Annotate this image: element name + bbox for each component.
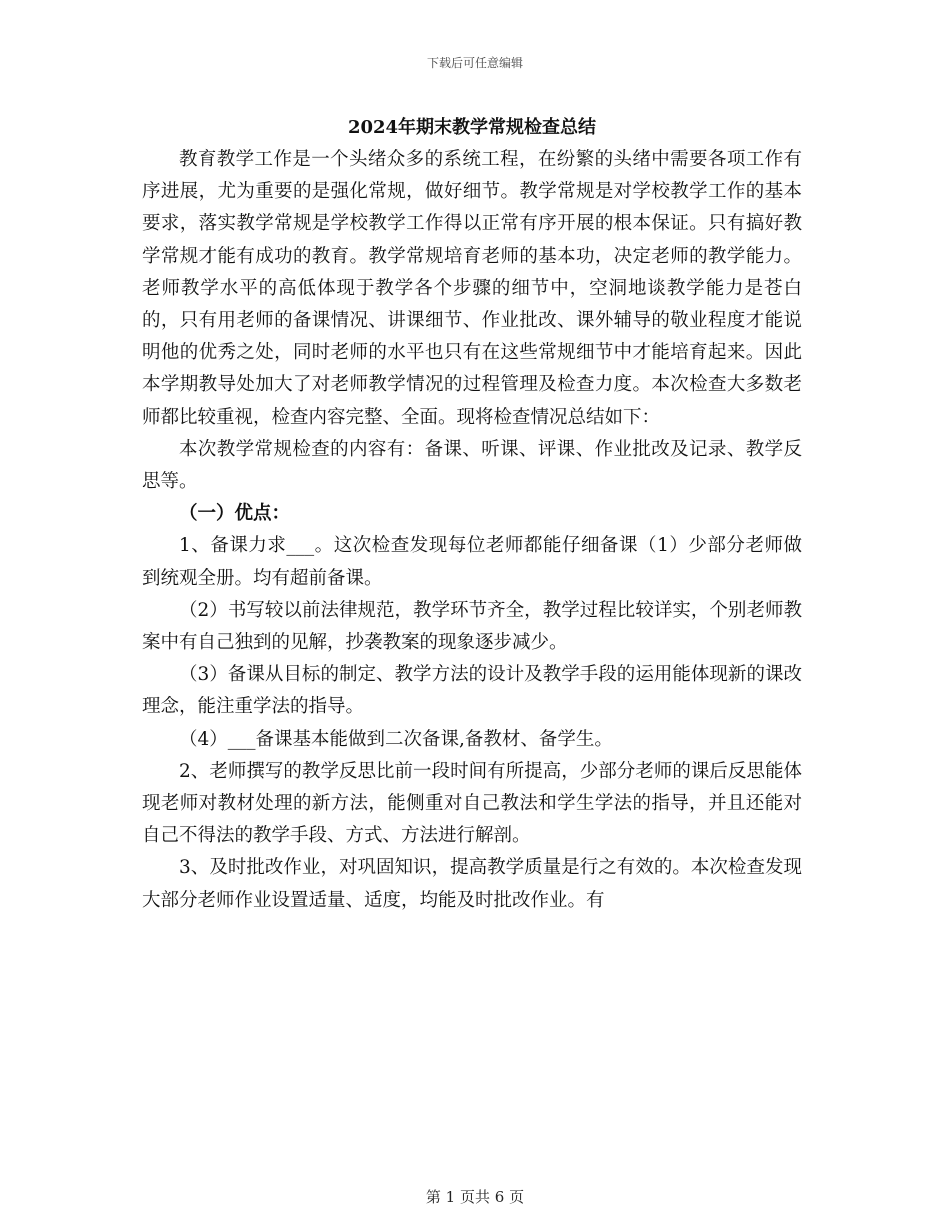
header-note: 下载后可任意编辑: [426, 56, 523, 70]
paragraph-scope: 本次教学常规检查的内容有：备课、听课、评课、作业批改及记录、教学反思等。: [142, 438, 802, 493]
document-title: 2024年期末教学常规检查总结: [347, 117, 597, 138]
paragraph-item-1-3: （3）备课从目标的制定、教学方法的设计及教学手段的运用能体现新的课改理念，能注重学法的指导。: [142, 664, 802, 718]
paragraph-item-1-4: （4）___备课基本能做到二次备课,备教材、备学生。: [179, 728, 613, 750]
paragraph-item-1: 1、备课力求___。这次检查发现每位老师都能仔细备课（1）少部分老师做到统观全册。均有超前备课。: [142, 535, 802, 589]
document-body: [142, 112, 802, 917]
paragraph-item-3: 3、及时批改作业，对巩固知识，提高教学质量是行之有效的。本次检查发现大部分老师作业设置适量、适度，均能及时批改作业。有: [142, 857, 802, 911]
paragraph-item-1-2: （2）书写较以前法律规范，教学环节齐全，教学过程比较详实，个别老师教案中有自己独到的见解，抄袭教案的现象逐步减少。: [142, 599, 802, 654]
paragraph-intro: 教育教学工作是一个头绪众多的系统工程，在纷繁的头绪中需要各项工作有序进展，尤为重要的是强化常规，做好细节。教学常规是对学校教学工作的基本要求，落实教学常规是学校教学工作得以正常有序开展的根本保证。只有搞好教学常规才能有成功的教育。教学常规培育老师的基本功，决定老师的教学能力。老师教学水平的高低体现于教学各个步骤的细节中，空洞地谈教学能力是苍白的，只有用老师的备课情况、讲课细节、作业批改、课外辅导的敬业程度才能说明他的优秀之处，同时老师的水平也只有在这些常规细节中才能培育起来。因此本学期教导处加大了对老师教学情况的过程管理及检查力度。本次检查大多数老师都比较重视，检查内容完整、全面。现将检查情况总结如下：: [142, 149, 802, 428]
section-heading-strengths: （一）优点：: [179, 503, 291, 525]
page-number: 第 1 页共 6 页: [425, 1188, 525, 1206]
paragraph-item-2: 2、老师撰写的教学反思比前一段时间有所提高，少部分老师的课后反思能体现老师对教材处理的新方法，能侧重对自己教法和学生学法的指导，并且还能对自己不得法的教学手段、方式、方法进行解剖。: [142, 760, 802, 847]
